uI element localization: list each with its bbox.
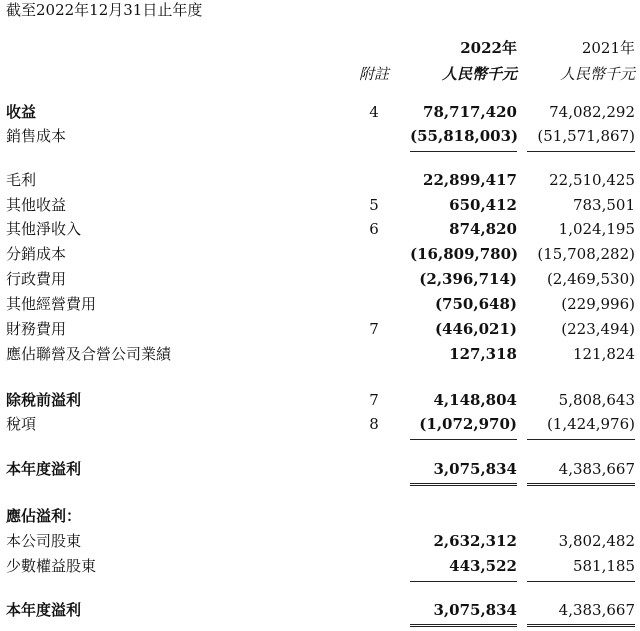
row-note: 5 bbox=[369, 196, 379, 214]
row-value-2021: (1,424,976) bbox=[546, 415, 635, 433]
row-note: 7 bbox=[369, 320, 379, 338]
row-note: 6 bbox=[369, 220, 379, 238]
row-value-2022: 127,318 bbox=[449, 345, 517, 363]
subtotal-rule-2021 bbox=[527, 151, 635, 152]
table-row-gross-profit bbox=[0, 169, 640, 192]
statement-title: 截至2022年12月31日止年度 bbox=[6, 1, 203, 19]
row-value-2021: (15,708,282) bbox=[537, 245, 635, 263]
row-value-2022: (2,396,714) bbox=[419, 270, 517, 288]
row-value-2022: 2,632,312 bbox=[433, 532, 517, 550]
row-label: 行政費用 bbox=[6, 270, 67, 288]
total-double-rule-2021 bbox=[527, 483, 635, 486]
row-value-2022: (16,809,780) bbox=[410, 245, 519, 263]
subtotal-rule-2022 bbox=[410, 151, 517, 152]
row-value-2021: 1,024,195 bbox=[558, 220, 635, 238]
row-value-2022: 443,522 bbox=[449, 557, 517, 575]
table-row-share-of-associates bbox=[0, 343, 640, 366]
subtotal-rule-2022 bbox=[410, 439, 517, 440]
row-value-2021: (2,469,530) bbox=[546, 270, 635, 288]
row-value-2022: (446,021) bbox=[434, 320, 517, 338]
row-value-2021: 121,824 bbox=[572, 345, 635, 363]
col-2021-unit: 人民幣千元 bbox=[559, 65, 635, 83]
row-value-2022: 4,148,804 bbox=[433, 391, 517, 409]
row-note: 8 bbox=[369, 415, 379, 433]
row-value-2021: (229,996) bbox=[561, 295, 635, 313]
row-value-2021: 3,802,482 bbox=[558, 532, 635, 550]
row-value-2022: 650,412 bbox=[449, 196, 517, 214]
table-row-other-revenue bbox=[0, 194, 640, 217]
table-row-income-tax bbox=[0, 413, 640, 436]
row-value-2022: 78,717,420 bbox=[423, 103, 517, 121]
row-value-2021: (51,571,867) bbox=[537, 127, 635, 145]
row-label: 收益 bbox=[6, 103, 37, 121]
table-row-profit-before-tax bbox=[0, 389, 640, 412]
row-note: 7 bbox=[369, 391, 379, 409]
row-value-2022: 3,075,834 bbox=[433, 460, 517, 478]
col-2022-unit: 人民幣千元 bbox=[441, 65, 517, 83]
row-label: 應佔聯營及合營公司業績 bbox=[6, 345, 172, 363]
row-label: 少數權益股東 bbox=[6, 557, 97, 575]
table-row-other-operating-expenses bbox=[0, 293, 640, 316]
subtotal-rule-2021 bbox=[527, 439, 635, 440]
row-label: 本年度溢利 bbox=[6, 460, 82, 478]
row-value-2021: 581,185 bbox=[572, 557, 635, 575]
row-value-2021: 22,510,425 bbox=[549, 171, 635, 189]
row-label: 本公司股東 bbox=[6, 532, 82, 550]
subtotal-rule-2022 bbox=[410, 581, 517, 582]
row-label: 其他經營費用 bbox=[6, 295, 97, 313]
total-double-rule-2022 bbox=[410, 624, 517, 627]
row-value-2021: 5,808,643 bbox=[558, 391, 635, 409]
row-value-2021: 783,501 bbox=[572, 196, 635, 214]
row-value-2021: 4,383,667 bbox=[558, 601, 635, 619]
row-label: 財務費用 bbox=[6, 320, 67, 338]
table-row-attributable-heading bbox=[0, 505, 640, 528]
row-label: 其他收益 bbox=[6, 196, 67, 214]
subtotal-rule-2021 bbox=[527, 581, 635, 582]
col-note-header: 附註 bbox=[358, 65, 389, 83]
table-row-cost-of-sales bbox=[0, 125, 640, 148]
table-row-admin-expenses bbox=[0, 268, 640, 291]
table-row-finance-costs bbox=[0, 318, 640, 341]
table-row-profit-for-year bbox=[0, 458, 640, 481]
row-note: 4 bbox=[369, 103, 379, 121]
row-value-2021: 4,383,667 bbox=[558, 460, 635, 478]
row-label: 應佔溢利： bbox=[6, 507, 82, 525]
row-value-2022: 3,075,834 bbox=[433, 601, 517, 619]
row-label: 毛利 bbox=[6, 171, 37, 189]
row-label: 稅項 bbox=[6, 415, 37, 433]
row-label: 除稅前溢利 bbox=[6, 391, 82, 409]
col-2021-year: 2021年 bbox=[581, 39, 635, 57]
row-value-2022: (1,072,970) bbox=[419, 415, 517, 433]
table-row-revenue bbox=[0, 101, 640, 124]
row-label: 銷售成本 bbox=[6, 127, 67, 145]
row-value-2022: (55,818,003) bbox=[410, 127, 519, 145]
row-label: 其他淨收入 bbox=[6, 220, 82, 238]
row-value-2022: 22,899,417 bbox=[423, 171, 517, 189]
row-value-2021: 74,082,292 bbox=[549, 103, 635, 121]
table-row-profit-for-year-total bbox=[0, 599, 640, 622]
row-label: 本年度溢利 bbox=[6, 601, 82, 619]
total-double-rule-2022 bbox=[410, 483, 517, 486]
row-value-2021: (223,494) bbox=[561, 320, 635, 338]
table-row-equity-shareholders bbox=[0, 530, 640, 553]
row-value-2022: 874,820 bbox=[449, 220, 517, 238]
row-label: 分銷成本 bbox=[6, 245, 67, 263]
col-2022-year: 2022年 bbox=[460, 39, 517, 57]
table-row-non-controlling-interests bbox=[0, 555, 640, 578]
table-row-other-net-income bbox=[0, 218, 640, 241]
table-row-distribution-costs bbox=[0, 243, 640, 266]
row-value-2022: (750,648) bbox=[434, 295, 517, 313]
total-double-rule-2021 bbox=[527, 624, 635, 627]
